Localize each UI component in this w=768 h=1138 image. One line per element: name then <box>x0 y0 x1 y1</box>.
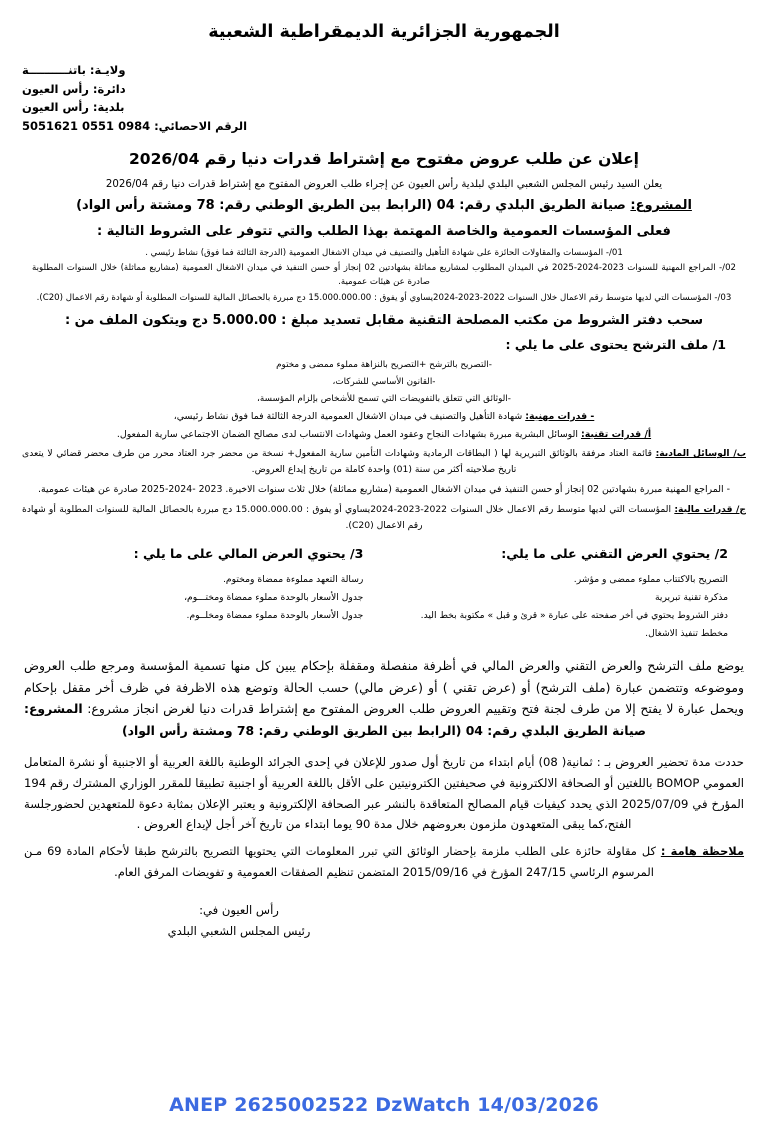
statistical-number-line: الرقم الاحصائي: 0984 0551 5051621 <box>22 118 248 133</box>
withdrawal-fee-line: سحب دفتر الشروط من مكتب المصلحة التقنية مقابل تسديد مبلغ : 5.000.00 دج ويتكون الملف من : <box>64 313 704 329</box>
capacity-item <box>22 502 746 534</box>
capacity-text: قائمة العتاد مرفقة بالوثائق التبريرية لها ( البطاقات الرمادية وشهادات التأمين سارية المفعول+ نسخة من محضر جرد العتاد محرر من طرف محضر قضائي لا يتعدى تاريخ صلاحيته أكثر من سنة (01) واحدة كاملة من تاريخ إيداع العروض. <box>22 448 652 476</box>
condition-item: 02/- المراجع المهنية للسنوات 2023-2024-2025 في الميدان المطلوب لمشاريع مماثلة بشهادتين 02 إنجاز أو حسن التنفيذ في ميدان الاشغال العمومية (مشاريع مماثلة) خلال السنوات المطلوبة صادرة عن هيئات عمومية. <box>32 262 736 287</box>
baladia-line: بلدية: رأس العيون <box>22 100 125 115</box>
signature-place: رأس العيون في: <box>199 903 279 918</box>
section3-heading: 3/ يحتوي العرض المالي على ما يلي : <box>133 545 364 561</box>
capacity-text: الوسائل البشرية مبررة بشهادات النجاح وعقود العمل وشهادات الانتساب لدى مصالح الضمان الاجتماعي سارية المفعول. <box>116 429 578 441</box>
important-note-label: ملاحظة هامة : <box>660 844 745 859</box>
capacity-item <box>14 482 754 497</box>
capacity-label: - قدرات مهنية: <box>525 410 595 422</box>
capacity-label: أ/ قدرات تقنية: <box>580 429 652 441</box>
announcement-title: إعلان عن طلب عروض مفتوح مع إشتراط قدرات دنيا رقم 2026/04 <box>129 149 639 168</box>
project-heading <box>14 198 754 215</box>
important-note <box>24 841 744 882</box>
conditions-intro: فعلى المؤسسات العمومية والخاصة المهتمة بهذا الطلب والتي تتوفر على الشروط التالية : <box>97 224 671 240</box>
section3-item: جدول الأسعار بالوحدة مملوء ممضاة ومختـــوم، <box>184 592 364 604</box>
project-label: المشروع: <box>630 198 692 214</box>
deadline-paragraph: حددت مدة تحضير العروض بـ : ثمانية( 08) أيام ابتداء من تاريخ أول صدور للإعلان في إحدى الجرائد الوطنية باللغة العربية أو الاجنبية أو نشرة المتعامل العمومي BOMOP باللغتين أو الصحافة الالكترونية في صحيفتين الكترونيتين على الأقل باللغة العربية أو اجنبية تطبيقا للمقرر الوزاري المشترك رقم 194 المؤرخ في 2025/07/09 الذي يحدد كيفيات قيام المصالح المتعاقدة بالنشر عبر الصحافة الإلكترونية و يعتبر الإعلان بمثابة دعوة للمتعهدين لحضورجلسة الفتح،كما يبقى المتعهدون ملزمون بعروضهم خلال مدة 90 يوما ابتداء من تاريخ آخر أجل لإيداع العروض . <box>24 754 745 832</box>
capacity-item <box>14 427 754 442</box>
wilaya-line: ولايـة: باتنــــــــــة <box>22 63 126 77</box>
capacity-text: شهادة التأهيل والتصنيف في ميدان الاشغال العمومية الدرجة الثالثة فما فوق نشاط رئيسي، <box>173 410 523 422</box>
section1-item: -الوثائق التي تتعلق بالتفويضات التي تسمح للأشخاص بإلزام المؤسسة، <box>257 393 511 404</box>
envelope-paragraph <box>24 655 744 742</box>
capacity-item <box>14 409 754 424</box>
section2-item: مخطط تنفيذ الاشغال. <box>645 628 728 640</box>
daira-line: دائرة: رأس العيون <box>22 81 126 96</box>
section2-item: مذكرة تقنية تبريرية <box>654 592 728 604</box>
section1-heading: 1/ ملف الترشح يحتوى على ما يلي : <box>505 336 726 352</box>
capacity-item <box>22 446 746 478</box>
administrative-block <box>14 61 754 136</box>
republic-title: الجمهورية الجزائرية الديمقراطية الشعبية <box>208 22 560 42</box>
financial-offer-column <box>40 546 363 643</box>
condition-item: 03/- المؤسسات التي لديها متوسط رقم الاعمال خلال السنوات 2022-2023-2024يساوي أو يفوق : 15.000.000.00 دج مبررة بالحصائل المالية للسنوات المطلوبة أو شهادة رقم الاعمال (C20). <box>36 292 732 303</box>
envelope-project-text: صيانة الطريق البلدي رقم: 04 (الرابط بين الطريق الوطني رقم: 78 ومشتة رأس الواد) <box>121 723 646 739</box>
capacity-label: ج/ قدرات مالية: <box>674 503 747 515</box>
capacity-label: ب/ الوسائل المادية: <box>655 448 746 460</box>
capacity-text: - المراجع المهنية مبررة بشهادتين 02 إنجاز أو حسن التنفيذ في ميدان الاشغال العمومية (مشاريع مماثلة) خلال ثلاث سنوات الاخيرة. 2023 -2024-2025 صادرة عن هيئات عمومية. <box>38 484 730 496</box>
lead-paragraph: يعلن السيد رئيس المجلس الشعبي البلدي لبلدية رأس العيون عن إجراء طلب العروض المفتوح مع إشتراط قدرات دنيا رقم 2026/04 <box>105 178 663 190</box>
section3-item: جدول الأسعار بالوحدة مملوء ممضاة ومخلــوم. <box>186 610 364 622</box>
section3-item: رسالة التعهد مملوءة ممضاة ومختوم. <box>223 574 364 586</box>
envelope-paragraph-text: يوضع ملف الترشح والعرض التقني والعرض المالي في أظرفة منفصلة ومقفلة بإحكام يبين كل منها تسمية المؤسسة ومرجع طلب العروض وموضوعه وتتضمن عبارة (ملف الترشح) أو (عرض تقني ) أو (عرض مالي) حسب الحالة وتوضع هذه الاظرفة في ظرف أخر مقفل بإحكام ويحمل عبارة لا يفتح إلا من طرف لجنة فتح وتقييم العروض طلب العروض المفتوح مع إشتراط قدرات دنيا لغرض انجاز مشروع: <box>24 657 744 717</box>
section2-item: دفتر الشروط يحتوي في أخر صفحته على عبارة « قرئ و قبل » مكتوبة بخط اليد. <box>420 610 728 622</box>
capacity-text: المؤسسات التي لديها متوسط رقم الاعمال خلال السنوات 2022-2023-2024يساوي أو يفوق : 15.000.000.00 دج مبررة بالحصائل المالية للسنوات المطلوبة أو شهادة رقم الاعمال (C20). <box>22 503 672 531</box>
section2-item: التصريح بالاكتتاب مملوء ممضى و مؤشر. <box>573 574 728 586</box>
signature-title: رئيس المجلس الشعبي البلدي <box>167 923 311 938</box>
anep-reference: ANEP 2625002522 DzWatch 14/03/2026 <box>169 1094 599 1116</box>
project-text: صيانة الطريق البلدي رقم: 04 (الرابط بين الطريق الوطني رقم: 78 ومشتة رأس الواد) <box>76 198 626 214</box>
anep-footer <box>0 1094 768 1116</box>
document-body <box>0 22 768 941</box>
condition-item: 01/- المؤسسات والمقاولات الحائزة على شهادة التأهيل والتصنيف في ميدان الاشغال العمومية (الدرجة الثالثة فما فوق) نشاط رئيسي . <box>145 247 623 258</box>
envelope-project-label: المشروع: <box>24 701 83 717</box>
offers-columns <box>14 546 754 643</box>
technical-offer-column <box>405 546 728 643</box>
signature-block <box>74 900 404 941</box>
section1-item: -القانون الأساسي للشركات، <box>332 376 436 387</box>
section2-heading: 2/ يحتوي العرض التقني على ما يلي: <box>501 545 728 561</box>
section1-item: -التصريح بالترشح +التصريح بالنزاهة مملوء ممضى و مختوم <box>276 359 492 370</box>
important-note-text: كل مقاولة حائزة على الطلب ملزمة بإحضار الوثائق التي تبرر المعلومات التي يحتويها التصريح بالترشح طبقا لأحكام المادة 69 مـن المرسوم الرئاسي 247/15 المؤرخ في 2015/09/16 المتضمن تنظيم الصفقات العمومية و تفويضات المرفق العام. <box>24 844 656 879</box>
